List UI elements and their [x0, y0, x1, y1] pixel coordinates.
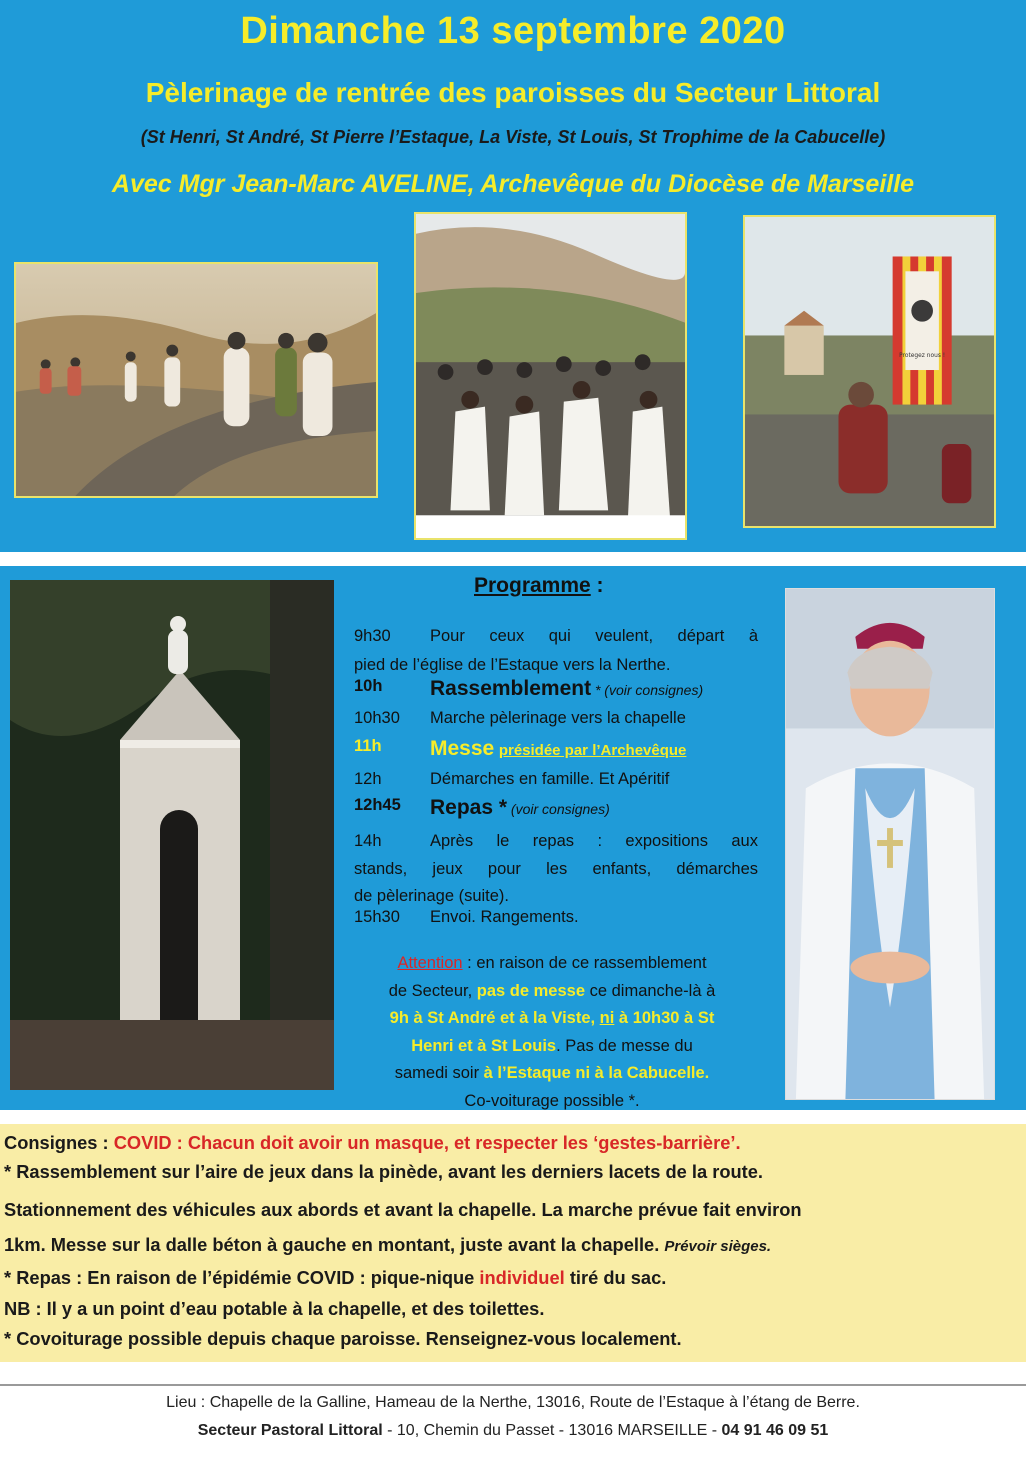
programme-title — [474, 574, 604, 598]
schedule-label: Repas * — [430, 796, 508, 819]
attention-notice — [352, 950, 752, 1115]
schedule-desc: Après le repas : expositions aux — [430, 832, 758, 850]
schedule-desc: Marche pèlerinage vers la chapelle — [430, 709, 686, 727]
consignes-line — [4, 1267, 1024, 1289]
attention-highlight: pas de messe — [476, 981, 586, 1000]
attention-highlight: 9h à St André et à la Viste, — [389, 1009, 600, 1027]
banner-procession-photo — [743, 215, 996, 528]
schedule-label: Rassemblement — [430, 677, 592, 700]
programme-title-colon: : — [590, 574, 604, 597]
schedule-desc-cont: de pèlerinage (suite). — [354, 887, 510, 905]
attention-highlight: à l’Estaque ni à la Cabucelle. — [483, 1064, 710, 1082]
footer-divider — [0, 1384, 1026, 1386]
schedule-time: 9h30 — [354, 627, 391, 645]
attention-text: samedi soir — [394, 1064, 484, 1082]
schedule-desc-cont: stands, jeux pour les enfants, démarches — [354, 859, 758, 878]
schedule-time: 11h — [354, 737, 382, 755]
consignes-italic: Prévoir sièges. — [664, 1238, 772, 1255]
attention-text: : en raison de ce rassemblement — [462, 954, 707, 972]
consignes-line — [4, 1234, 1024, 1256]
chapel-photo — [10, 580, 334, 1090]
footer-contact — [0, 1422, 1026, 1440]
consignes-highlight: individuel — [479, 1267, 565, 1288]
attention-highlight: ni — [599, 1009, 615, 1027]
pilgrims-walking-photo — [14, 262, 378, 498]
schedule-desc: Pour ceux qui veulent, départ à — [430, 627, 758, 645]
archbishop-portrait — [785, 588, 995, 1100]
outdoor-mass-photo — [414, 212, 687, 540]
consignes-label: Consignes : — [4, 1132, 114, 1153]
consignes-text: tiré du sac. — [564, 1267, 667, 1288]
attention-text: . Pas de messe du — [556, 1036, 693, 1055]
schedule-note: (voir consignes) — [507, 801, 610, 817]
schedule-time: 14h — [354, 832, 382, 850]
footer-location: Lieu : Chapelle de la Galline, Hameau de la Nerthe, 13016, Route de l’Estaque à l’étang de Berre. — [166, 1394, 860, 1411]
attention-highlight: Henri et à St Louis — [411, 1036, 557, 1055]
programme-title-text: Programme — [474, 574, 591, 597]
schedule-time: 10h — [354, 677, 383, 695]
consignes-line: * Rassemblement sur l’aire de jeux dans la pinède, avant les derniers lacets de la route. — [4, 1161, 763, 1182]
schedule-desc: Envoi. Rangements. — [430, 908, 579, 926]
consignes-covid-line — [4, 1132, 1024, 1154]
schedule-row-930 — [354, 622, 764, 682]
schedule-desc: Démarches en famille. Et Apéritif — [430, 770, 670, 788]
page-subtitle: Pèlerinage de rentrée des paroisses du Secteur Littoral — [145, 77, 881, 108]
attention-text: ce dimanche-là à — [585, 981, 716, 1000]
consignes-line: NB : Il y a un point d’eau potable à la chapelle, et des toilettes. — [4, 1298, 545, 1319]
banner-text: Protegez nous ! — [899, 353, 946, 360]
consignes-line: Stationnement des véhicules aux abords et avant la chapelle. La marche prévue fait environ — [4, 1199, 802, 1220]
attention-text: Co-voiturage possible *. — [464, 1091, 640, 1110]
schedule-time: 10h30 — [354, 709, 400, 727]
schedule-note: présidée par l’Archevêque — [498, 742, 687, 759]
page-title: Dimanche 13 septembre 2020 — [240, 10, 786, 52]
parishes-list: (St Henri, St André, St Pierre l’Estaque, La Viste, St Louis, St Trophime de la Cabucelle) — [140, 127, 886, 147]
archbishop-line: Avec Mgr Jean-Marc AVELINE, Archevêque du Diocèse de Marseille — [111, 170, 915, 198]
schedule-time: 12h45 — [354, 796, 401, 814]
attention-highlight: à 10h30 à St — [614, 1009, 715, 1027]
schedule-desc-cont: pied de l’église de l’Estaque vers la Nerthe. — [354, 656, 671, 674]
consignes-text: 1km. Messe sur la dalle béton à gauche en montant, juste avant la chapelle. — [4, 1234, 665, 1255]
footer-org: Secteur Pastoral Littoral — [197, 1422, 383, 1439]
schedule-time: 15h30 — [354, 908, 400, 926]
attention-text: de Secteur, — [388, 981, 477, 1000]
consignes-line: * Covoiturage possible depuis chaque paroisse. Renseignez-vous localement. — [4, 1328, 682, 1349]
schedule-time: 12h — [354, 770, 382, 788]
consignes-text: * Repas : En raison de l’épidémie COVID : pique-nique — [4, 1267, 480, 1288]
footer-phone: 04 91 46 09 51 — [721, 1422, 829, 1439]
consignes-covid: COVID : Chacun doit avoir un masque, et respecter les ‘gestes-barrière’. — [113, 1132, 741, 1153]
schedule-note: * (voir consignes) — [591, 682, 704, 698]
attention-word: Attention — [397, 954, 463, 972]
schedule-label: Messe — [430, 737, 495, 760]
footer-address: - 10, Chemin du Passet - 13016 MARSEILLE - — [382, 1422, 722, 1439]
